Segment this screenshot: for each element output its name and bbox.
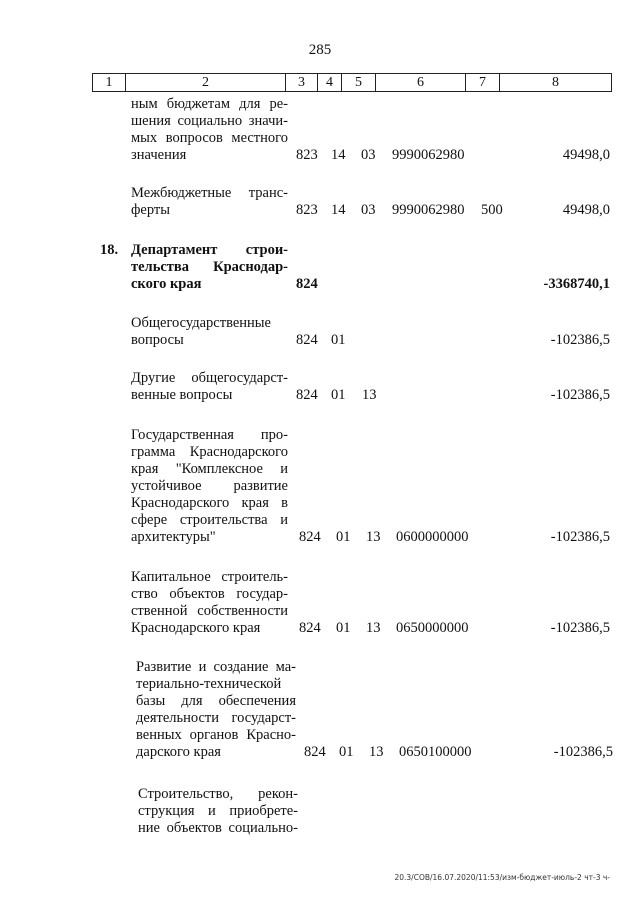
row-c4: 01	[336, 620, 351, 636]
row-c5: 13	[366, 620, 381, 636]
row-c8: 49498,0	[562, 202, 610, 218]
row-c8: -3368740,1	[543, 276, 610, 292]
row-c3: 824	[296, 276, 318, 292]
header-col-1: 1	[93, 74, 126, 91]
row-c5: 13	[366, 529, 381, 545]
page-number: 285	[308, 42, 332, 58]
row-name: ным бюджетам для ре- шения социально значи- мых вопросов местного значения	[131, 96, 288, 163]
row-name: Строительство, рекон- струкция и приобрете- ние объектов социально-	[138, 786, 298, 836]
footer-code: 20.3/СОВ/16.07.2020/11:53/изм-бюджет-июль-2 чт-3 ч-	[394, 873, 610, 882]
row-number: 18.	[100, 242, 119, 258]
row-c5: 03	[361, 202, 376, 218]
row-c3: 824	[299, 529, 321, 545]
row-c6: 9990062980	[392, 202, 465, 218]
row-c8: 49498,0	[562, 147, 610, 163]
header-col-2: 2	[126, 74, 286, 91]
header-col-6: 6	[376, 74, 466, 91]
row-c5: 03	[361, 147, 376, 163]
row-c8: -102386,5	[550, 620, 610, 636]
header-col-8: 8	[552, 75, 559, 90]
row-c3: 824	[296, 387, 318, 403]
row-c7: 500	[481, 202, 503, 218]
header-col-3: 3	[286, 74, 318, 91]
table-header-row	[92, 73, 612, 92]
row-c8: -102386,5	[553, 744, 613, 760]
row-name: Развитие и создание ма- териально-технической базы для обеспечения деятельности государст- венных органов Красно- дарского края	[136, 659, 296, 760]
row-c6: 0650100000	[399, 744, 472, 760]
row-c4: 01	[336, 529, 351, 545]
row-c3: 824	[304, 744, 326, 760]
row-c8: -102386,5	[550, 332, 610, 348]
row-c8: -102386,5	[550, 387, 610, 403]
header-col-5: 5	[342, 74, 376, 91]
row-name: Капитальное строитель- ство объектов государ- ственной собственности Краснодарского края	[131, 569, 288, 636]
row-name: Межбюджетные транс- ферты	[131, 185, 288, 218]
header-col-4: 4	[318, 74, 342, 91]
row-c4: 01	[331, 332, 346, 348]
row-c3: 823	[296, 147, 318, 163]
row-name: Другие общегосударст- венные вопросы	[131, 370, 288, 403]
row-c8: -102386,5	[550, 529, 610, 545]
row-c3: 823	[296, 202, 318, 218]
row-c5: 13	[369, 744, 384, 760]
row-c6: 0600000000	[396, 529, 469, 545]
row-name: Общегосударственные вопросы	[131, 315, 271, 348]
header-col-7: 7	[466, 74, 500, 91]
row-c3: 824	[299, 620, 321, 636]
row-c4: 14	[331, 147, 346, 163]
row-c4: 01	[331, 387, 346, 403]
row-c6: 0650000000	[396, 620, 469, 636]
row-c4: 01	[339, 744, 354, 760]
row-c6: 9990062980	[392, 147, 465, 163]
row-c4: 14	[331, 202, 346, 218]
row-c3: 824	[296, 332, 318, 348]
row-name: Государственная про- грамма Краснодарского края "Комплексное и устойчивое развитие Краснодарского края в сфере строительства и архитектуры"	[131, 427, 288, 545]
row-name: Департамент строи- тельства Краснодар- ского края	[131, 242, 288, 292]
row-c5: 13	[362, 387, 377, 403]
